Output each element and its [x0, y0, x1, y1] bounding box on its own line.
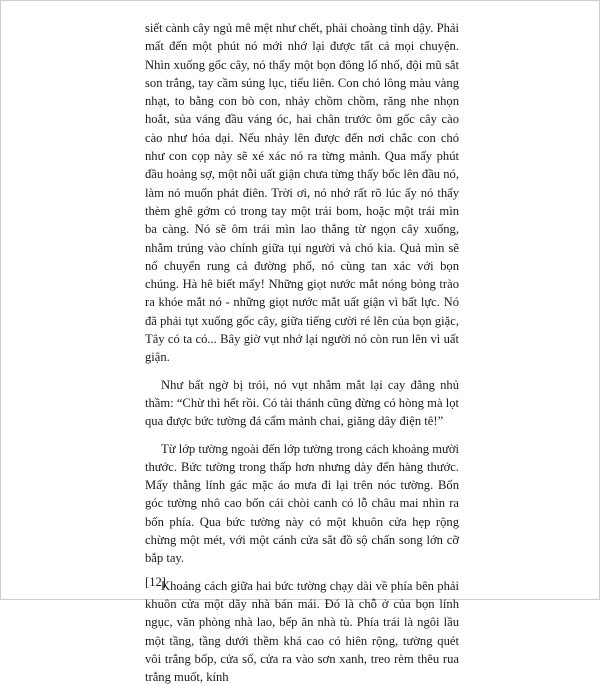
- page-body: [145, 19, 459, 686]
- paragraph-4: Khoảng cách giữa hai bức tường chạy dài về phía bên phải khuôn cửa một dãy nhà bán mái. Đó là chỗ ở của bọn lính ngục, văn phòng nhà lao, bếp ăn nhà tù. Phía trái là ngôi lầu một tầng, tầng dưới thềm khá cao có hiên rộng, tường quét vôi trắng bốp, cửa sổ, cửa ra vào sơn xanh, treo rèm thêu rua trắng muốt, kính: [145, 578, 459, 685]
- paragraph-1: siết cành cây ngủ mê mệt như chết, phải choàng tỉnh dậy. Phải mất đến một phút nó mới nhớ lại được tất cả mọi chuyện. Nhìn xuống gốc cây, nó thấy một bọn đông lố nhố, đội mũ sắt son trắng, tay cầm súng lục, tiểu liên. Con chó lông màu vàng nhạt, to bằng con bò con, nhảy chồm chồm, răng nhe nhọn hoắt, sủa váng đầu váng óc, hai chân trước ôm gốc cây cào cào như hóa dại. Nếu nhảy lên được đến nơi chắc con chó như con cọp này sẽ xé xác nó ra từng mảnh. Qua mấy phút đầu hoảng sợ, một nỗi uất giận chưa từng thấy bốc lên đầu nó, làm nó muốn phát điên. Trời ơi, nó nhớ rất rõ lúc ấy nó thấy thèm ghê gớm có trong tay một trái bom, hoặc một trái mìn ba càng. Nó sẽ ôm trái mìn lao thẳng từ ngọn cây xuống, nhằm trúng vào chính giữa tụi người và chó kia. Quả mìn sẽ nổ chuyển rung cả đường phố, nó cùng tan xác với bọn chúng. Hà hê biết mấy! Những giọt nước mắt nóng bỏng trào ra khóe mắt nó - những giọt nước mắt uất giận vì bất lực. Nó đã phải tụt xuống gốc cây, giữa tiếng cười ré lên của bọn giặc, Tây có ta có... Bây giờ vụt nhớ lại người nó còn run lên vì uất giận.: [145, 21, 459, 365]
- page-number: [12]: [145, 575, 166, 589]
- paragraph-3: Từ lớp tường ngoài đến lớp tường trong cách khoảng mười thước. Bức tường trong thấp hơn nhưng dày đến hàng thước. Mấy thằng lính gác mặc áo mưa đi lại trên nóc tường. Bốn góc tường nhô cao bốn cái chòi canh có lỗ châu mai nhìn ra bốn phía. Qua bức tường này có một khuôn cửa hẹp rộng chừng một mét, với một cánh cửa sắt đồ sộ chấn song lớn cỡ bắp tay.: [145, 441, 459, 566]
- paragraph-2: Như bất ngờ bị trói, nó vụt nhắm mắt lại cay đắng nhủ thầm: “Chừ thì hết rồi. Có tài thánh cũng đừng có hòng mà lọt qua được bức tường đá cẩm mảnh chai, giăng dây điện tê!”: [145, 377, 459, 429]
